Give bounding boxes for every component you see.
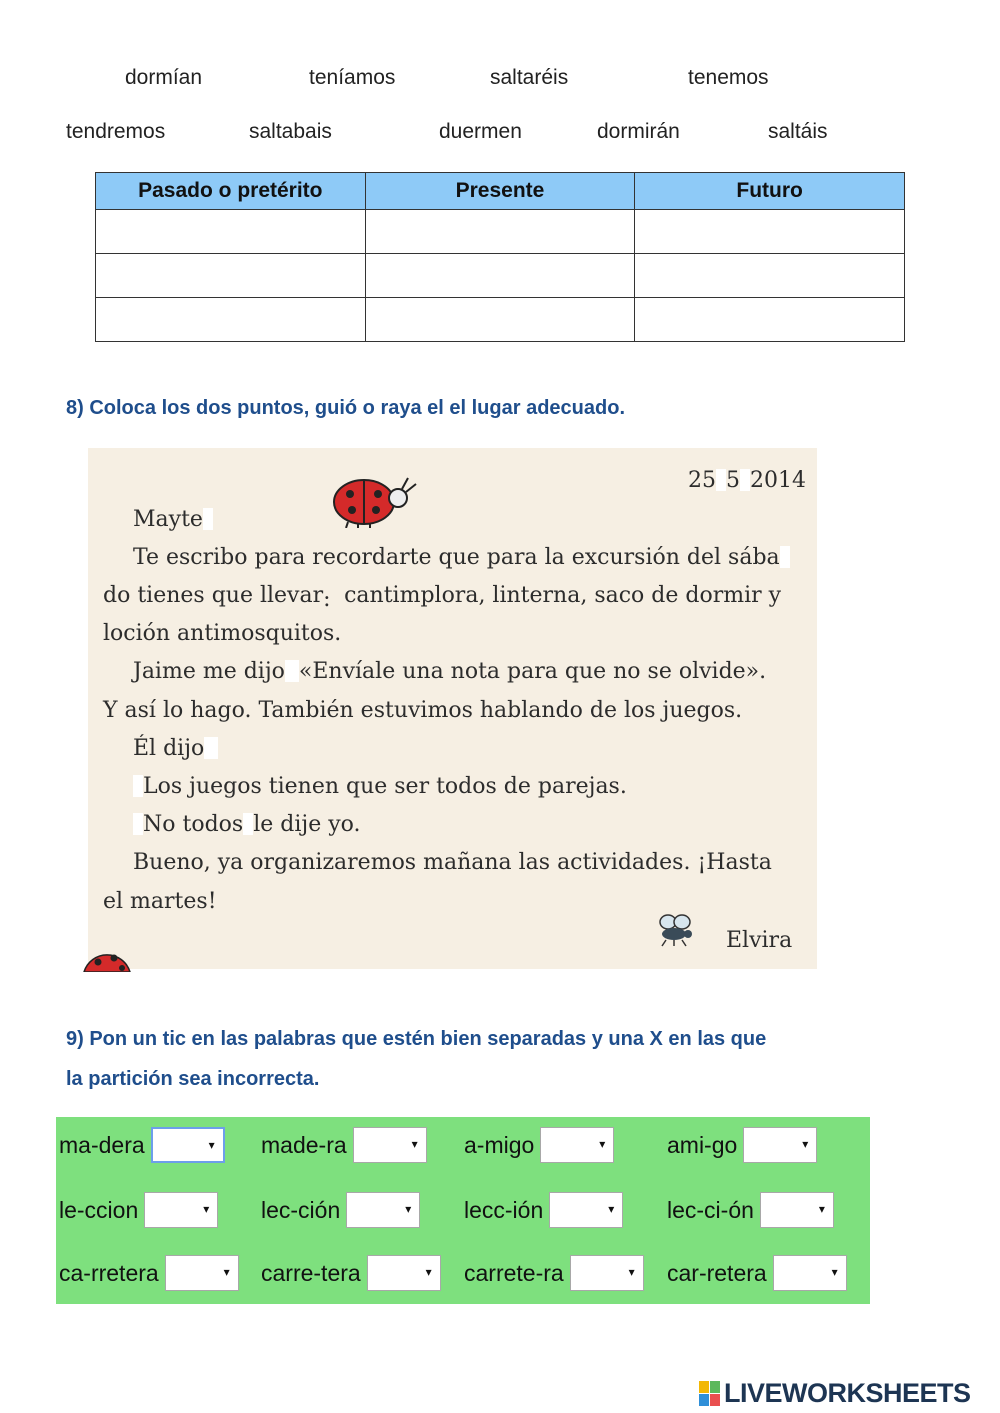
- syllable-item: [464, 1127, 614, 1163]
- syllable-item: [59, 1255, 239, 1291]
- table-cell: [96, 210, 366, 254]
- answer-input-present[interactable]: [366, 254, 635, 297]
- chevron-down-icon: ▾: [425, 1265, 432, 1279]
- exercise-9-heading-line1: 9) Pon un tic en las palabras que estén bien separadas y una X en las que: [66, 1028, 767, 1050]
- letter-date: [688, 468, 806, 493]
- logo-text: LIVEWORKSHEETS: [724, 1378, 971, 1408]
- syllable-item: [464, 1255, 644, 1291]
- word-bank-item: tenemos: [688, 66, 769, 89]
- word-bank-item: dormirán: [597, 120, 680, 143]
- syllable-word: ami-go: [667, 1131, 738, 1158]
- table-cell: [365, 254, 635, 298]
- letter-text: Y así lo hago. También estuvimos hablando de los juegos.: [103, 698, 743, 723]
- letter-text: Los juegos tienen que ser todos de parejas.: [143, 774, 627, 799]
- letter-signature: Elvira: [726, 928, 793, 953]
- syllable-item: [464, 1192, 623, 1228]
- blank-slot[interactable]: [243, 813, 253, 835]
- syllable-word: carre-tera: [261, 1259, 361, 1286]
- syllable-word: le-ccion: [59, 1196, 139, 1223]
- blank-slot[interactable]: [740, 469, 750, 491]
- letter-text: loción antimosquitos.: [103, 621, 342, 646]
- letter-greeting: Mayte: [133, 507, 203, 532]
- syllable-word: lec-ción: [261, 1196, 341, 1223]
- letter-line: [103, 621, 341, 646]
- table-row: [96, 254, 905, 298]
- syllable-item: [261, 1255, 441, 1291]
- syllable-item: [667, 1192, 834, 1228]
- blank-slot[interactable]: [716, 469, 726, 491]
- chevron-down-icon: ▾: [223, 1265, 230, 1279]
- chevron-down-icon: ▾: [818, 1202, 825, 1216]
- answer-input-present[interactable]: [366, 298, 635, 341]
- chevron-down-icon: ▾: [802, 1137, 809, 1151]
- chevron-down-icon: ▾: [628, 1265, 635, 1279]
- blank-slot[interactable]: [133, 775, 143, 797]
- letter-text: do tienes que llevar: [103, 583, 324, 608]
- table-header-future: Futuro: [635, 173, 905, 210]
- letter-line: [133, 659, 766, 684]
- letter-text: «Envíale una nota para que no se olvide».: [298, 659, 767, 684]
- answer-input-past[interactable]: [96, 254, 365, 297]
- letter-line: [133, 812, 361, 837]
- table-cell: [635, 298, 905, 342]
- answer-dropdown[interactable]: [773, 1255, 847, 1291]
- ladybug-icon: [328, 472, 420, 528]
- syllable-item: [59, 1192, 218, 1228]
- chevron-down-icon: ▾: [405, 1202, 412, 1216]
- word-bank-item: tendremos: [66, 120, 166, 143]
- letter-text: Jaime me dijo: [133, 659, 285, 684]
- blank-slot[interactable]: [133, 813, 143, 835]
- syllable-word: lec-ci-ón: [667, 1196, 754, 1223]
- answer-dropdown[interactable]: [144, 1192, 218, 1228]
- logo-mark-icon: [699, 1381, 721, 1407]
- letter-line: [133, 774, 627, 799]
- syllable-exercise-panel: [56, 1117, 870, 1304]
- word-bank-item: saltabais: [249, 120, 332, 143]
- date-year: 2014: [750, 468, 806, 493]
- table-cell: [365, 210, 635, 254]
- chevron-down-icon: ▾: [599, 1137, 606, 1151]
- syllable-word: carrete-ra: [464, 1259, 564, 1286]
- letter-text: Él dijo: [133, 736, 205, 761]
- letter-line: [133, 507, 213, 532]
- date-day: 25: [688, 468, 716, 493]
- table-header-past: Pasado o pretérito: [96, 173, 366, 210]
- syllable-item: [667, 1255, 847, 1291]
- letter-line: [103, 889, 217, 914]
- table-cell: [96, 254, 366, 298]
- answer-dropdown[interactable]: [151, 1127, 225, 1163]
- word-bank-item: teníamos: [309, 66, 396, 89]
- table-row: [96, 298, 905, 342]
- answer-dropdown[interactable]: [353, 1127, 427, 1163]
- word-bank-item: saltaréis: [490, 66, 569, 89]
- ladybug-small-icon: [80, 938, 132, 972]
- syllable-item: [667, 1127, 817, 1163]
- table-header-present: Presente: [365, 173, 635, 210]
- answer-dropdown[interactable]: [743, 1127, 817, 1163]
- answer-input-past[interactable]: [96, 298, 365, 341]
- syllable-word: lecc-ión: [464, 1196, 544, 1223]
- tense-table: [95, 172, 905, 342]
- table-cell: [635, 254, 905, 298]
- letter-text: le dije yo.: [253, 812, 361, 837]
- blank-slot[interactable]: [780, 546, 790, 568]
- answer-dropdown[interactable]: [760, 1192, 834, 1228]
- date-month: 5: [726, 468, 740, 493]
- syllable-word: ma-dera: [59, 1131, 145, 1158]
- table-cell: [365, 298, 635, 342]
- letter-text: el martes!: [103, 889, 217, 914]
- letter-text: No todos: [143, 812, 244, 837]
- answer-dropdown[interactable]: [540, 1127, 614, 1163]
- syllable-item: [59, 1127, 225, 1163]
- chevron-down-icon: ▾: [608, 1202, 615, 1216]
- syllable-word: ca-rretera: [59, 1259, 159, 1286]
- letter-line: [133, 545, 790, 570]
- letter-text: Bueno, ya organizaremos mañana las actividades. ¡Hasta: [133, 850, 772, 875]
- answer-input-future[interactable]: [635, 210, 904, 253]
- answer-input-present[interactable]: [366, 210, 635, 253]
- syllable-word: a-migo: [464, 1131, 535, 1158]
- word-bank-item: saltáis: [768, 120, 828, 143]
- letter-text: cantimplora, linterna, saco de dormir y: [337, 583, 782, 608]
- answer-input-future[interactable]: [635, 298, 904, 341]
- answer-dropdown[interactable]: [346, 1192, 420, 1228]
- blank-slot[interactable]: [204, 737, 218, 759]
- letter-text: Te escribo para recordarte que para la excursión del sába: [133, 545, 780, 570]
- colon-mark: :: [323, 587, 331, 612]
- blank-slot[interactable]: [323, 587, 337, 612]
- answer-dropdown[interactable]: [367, 1255, 441, 1291]
- answer-input-past[interactable]: [96, 210, 365, 253]
- exercise-8-heading: 8) Coloca los dos puntos, guió o raya el el lugar adecuado.: [66, 397, 625, 419]
- chevron-down-icon: ▾: [411, 1137, 418, 1151]
- blank-slot[interactable]: [285, 660, 299, 682]
- answer-dropdown[interactable]: [549, 1192, 623, 1228]
- word-bank-item: dormían: [125, 66, 203, 89]
- syllable-item: [261, 1192, 420, 1228]
- table-row: [96, 210, 905, 254]
- syllable-word: car-retera: [667, 1259, 767, 1286]
- letter-image: [88, 448, 817, 969]
- chevron-down-icon: ▾: [831, 1265, 838, 1279]
- blank-slot[interactable]: [203, 508, 213, 530]
- table-cell: [635, 210, 905, 254]
- answer-input-future[interactable]: [635, 254, 904, 297]
- letter-line: [103, 583, 782, 612]
- chevron-down-icon: ▾: [203, 1202, 210, 1216]
- table-cell: [96, 298, 366, 342]
- chevron-down-icon: ▾: [208, 1138, 215, 1152]
- answer-dropdown[interactable]: [570, 1255, 644, 1291]
- fly-icon: [654, 912, 698, 948]
- letter-line: [133, 736, 218, 761]
- liveworksheets-logo: [699, 1378, 971, 1409]
- syllable-word: made-ra: [261, 1131, 347, 1158]
- letter-line: [133, 850, 772, 875]
- letter-line: [103, 698, 742, 723]
- exercise-9-heading-line2: la partición sea incorrecta.: [66, 1068, 320, 1090]
- syllable-item: [261, 1127, 427, 1163]
- answer-dropdown[interactable]: [165, 1255, 239, 1291]
- word-bank-item: duermen: [439, 120, 522, 143]
